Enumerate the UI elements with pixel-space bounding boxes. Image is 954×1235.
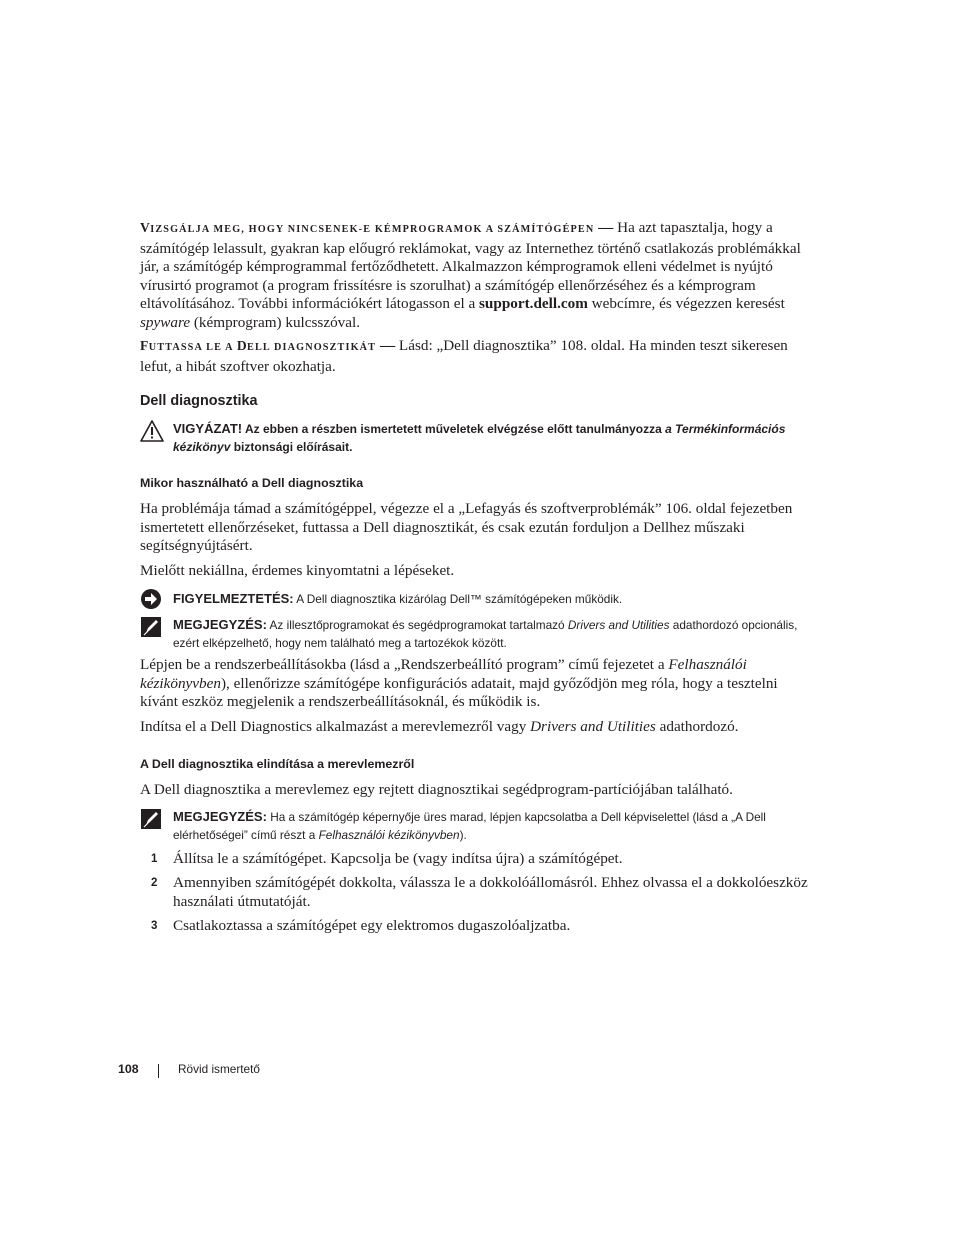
run-in-heading-diagnostics: FUTTASSA LE A DELL DIAGNOSZTIKÁT [140, 338, 377, 353]
paragraph-setup: Lépjen be a rendszerbeállításokba (lásd a „Rendszerbeállító program” című fejezetet a Felhasználói kézikönyvben), ellenőrizze számítógépe konfigurációs adatait, majd győződjön meg róla, hogy a tesztelni kívánt eszköz megjelenik a rendszerbeállításoknál, és működik is. [140, 656, 778, 711]
caution-label: VIGYÁZAT! [173, 421, 243, 436]
arrow-circle-icon [140, 588, 164, 610]
note-label: MEGJEGYZÉS: [173, 809, 267, 824]
notice-label: FIGYELMEZTETÉS: [173, 591, 294, 606]
step-item [140, 850, 815, 869]
pencil-note-icon [140, 616, 164, 638]
footer-divider [158, 1064, 159, 1078]
subheading-hdd: A Dell diagnosztika elindítása a merevlemezről [140, 757, 415, 771]
step-text: Csatlakoztassa a számítógépet egy elektromos dugaszolóaljzatba. [173, 917, 571, 934]
notice-box: FIGYELMEZTETÉS: A Dell diagnosztika kizárólag Dell™ számítógépeken működik. [140, 590, 820, 609]
step-item [140, 874, 815, 911]
paragraph-run-diagnostics: FUTTASSA LE A DELL DIAGNOSZTIKÁT — Lásd: „Dell diagnosztika” 108. oldal. Ha minden teszt sikeresen lefut, a hibát szoftver okozhatja. [140, 337, 788, 375]
step-item [140, 917, 815, 936]
step-text: Állítsa le a számítógépet. Kapcsolja be (vagy indítsa újra) a számítógépet. [173, 850, 623, 867]
note-box-drivers: MEGJEGYZÉS: Az illesztőprogramokat és segédprogramokat tartalmazó Drivers and Utilities adathordozó opcionális, ezért elképzelhető, hogy nem található meg a tartozékok között. [140, 616, 820, 652]
note-box-blank-screen: MEGJEGYZÉS: Ha a számítógép képernyője üres marad, lépjen kapcsolatba a Dell képviselettel (lásd a „A Dell elérhetőségei” című részt a Felhasználói kézikönyvben). [140, 808, 820, 844]
step-number: 1 [151, 853, 158, 865]
subheading-when: Mikor használható a Dell diagnosztika [140, 476, 364, 490]
step-number: 3 [151, 920, 158, 932]
warning-triangle-icon [140, 420, 164, 442]
chapter-title: Rövid ismertető [178, 1062, 260, 1076]
step-number: 2 [151, 877, 158, 889]
caution-box: VIGYÁZAT! Az ebben a részben ismertetett műveletek elvégzése előtt tanulmányozza a Termékinformációs kézikönyv biztonsági előírásait. [140, 420, 820, 456]
paragraph-when: Ha problémája támad a számítógéppel, végezze el a „Lefagyás és szoftverproblémák” 106. oldal fejezetben ismertetett ellenőrzéseket, futtassa a Dell diagnosztikát, és csak ezután forduljon a Dellhez műszaki segítségnyújtásért. [140, 500, 793, 555]
note-label: MEGJEGYZÉS: [173, 617, 267, 632]
step-text: Amennyiben számítógépét dokkolta, válassza le a dokkolóállomásról. Ehhez olvassa el a dokkolóeszköz használati útmutatóját. [173, 874, 808, 910]
pencil-note-icon [140, 808, 164, 830]
section-heading: Dell diagnosztika [140, 393, 258, 409]
paragraph-spyware: VIZSGÁLJA MEG, HOGY NINCSENEK-E KÉMPROGRAMOK A SZÁMÍTÓGÉPEN — Ha azt tapasztalja, hogy a számítógép lelassult, gyakran kap előugró reklámokat, vagy az Internethez történő csatlakozás problémákkal jár, a számítógép kémprogrammal fertőződhetett. Alkalmazzon kémprogramok elleni védelmet is nyújtó vírusirtó programot (a program frissítésre is szorulhat) a számítógép ellenőrzéséhez és a kémprogram eltávolításához. További információkért látogasson el a support.dell.com webcímre, és végezzen keresést spyware (kémprogram) kulcsszóval. [140, 219, 801, 331]
support-link[interactable]: support.dell.com [479, 295, 588, 313]
page-number: 108 [118, 1062, 139, 1076]
paragraph-hdd: A Dell diagnosztika a merevlemez egy rejtett diagnosztikai segédprogram-partíciójában található. [140, 781, 733, 798]
paragraph-start: Indítsa el a Dell Diagnostics alkalmazást a merevlemezről vagy Drivers and Utilities adathordozó. [140, 718, 739, 735]
run-in-heading-spyware: VIZSGÁLJA MEG, HOGY NINCSENEK-E KÉMPROGRAMOK A SZÁMÍTÓGÉPEN [140, 220, 595, 235]
paragraph-print-steps: Mielőtt nekiállna, érdemes kinyomtatni a lépéseket. [140, 562, 455, 579]
